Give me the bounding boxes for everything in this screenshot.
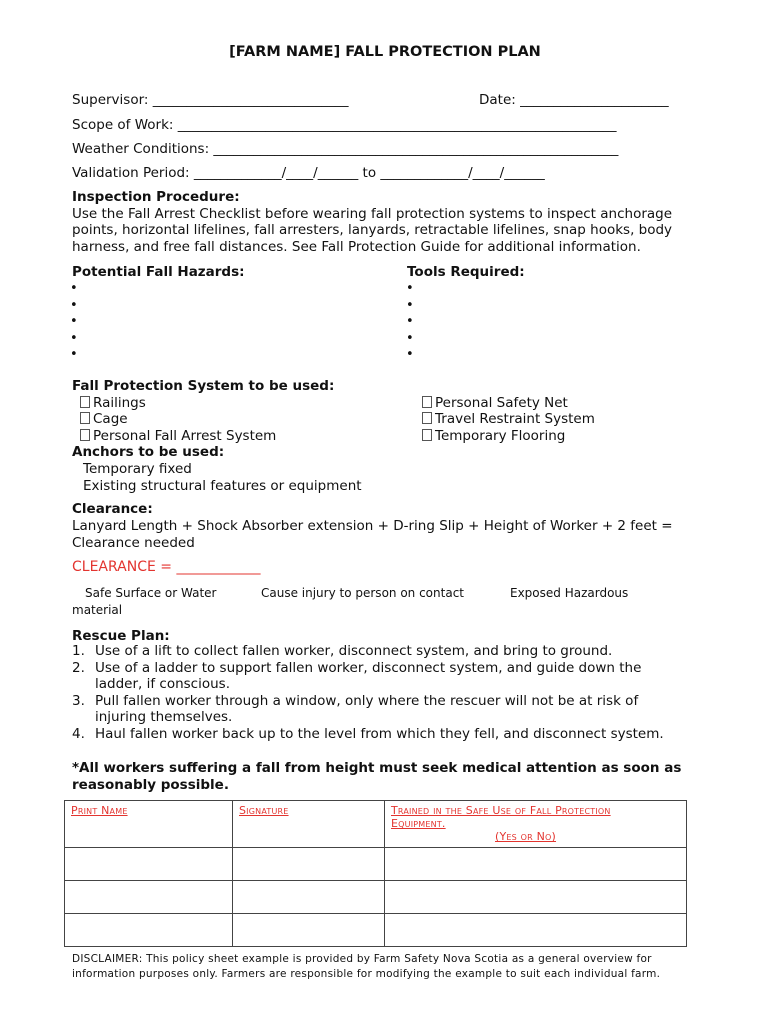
- page-title: [FARM NAME] FALL PROTECTION PLAN: [229, 44, 541, 60]
- option-label: Railings: [93, 395, 146, 411]
- hazard-bullet[interactable]: •: [70, 347, 78, 362]
- inspection-line: harness, and free fall distances. See Fall Protection Guide for additional information.: [72, 238, 641, 255]
- rescue-step: [72, 660, 692, 693]
- disclaimer: [72, 952, 660, 982]
- inspection-line: points, horizontal lifelines, fall arresters, lanyards, retractable lifelines, snap hooks, body: [72, 222, 673, 238]
- print-name-cell[interactable]: [65, 914, 233, 947]
- signature-cell[interactable]: [233, 914, 385, 947]
- hazard-bullet[interactable]: •: [70, 297, 78, 313]
- header-cell: [233, 801, 385, 848]
- column-trained-equipment: Equipment.: [391, 817, 446, 830]
- hazards-heading: Potential Fall Hazards:: [72, 264, 245, 280]
- checkbox-icon[interactable]: [80, 429, 90, 441]
- header-cell: [385, 801, 687, 848]
- hazard-bullet[interactable]: •: [70, 314, 78, 329]
- checkbox-icon[interactable]: [80, 396, 90, 408]
- rescue-steps: [72, 643, 692, 742]
- option-label: Cage: [93, 411, 128, 427]
- step-number: 1.: [72, 643, 85, 659]
- tool-bullet[interactable]: •: [406, 297, 414, 313]
- print-name-cell[interactable]: [65, 848, 233, 881]
- option-personal-safety-net[interactable]: [422, 395, 568, 411]
- warning-line: reasonably possible.: [72, 777, 229, 793]
- checkbox-icon[interactable]: [422, 412, 432, 424]
- tool-bullet[interactable]: •: [406, 347, 414, 362]
- option-cage[interactable]: [80, 411, 128, 427]
- step-text: Use of a lift to collect fallen worker, disconnect system, and bring to ground.: [95, 643, 613, 659]
- clearance-section: [72, 501, 673, 552]
- clearance-line: Clearance needed: [72, 535, 195, 551]
- step-text: Haul fallen worker back up to the level from which they fell, and disconnect system.: [95, 725, 664, 742]
- clearance-line: Lanyard Length + Shock Absorber extension + D-ring Slip + Height of Worker + 2 feet =: [72, 517, 673, 534]
- table-header-row: [65, 801, 687, 848]
- print-name-cell[interactable]: [65, 881, 233, 914]
- disclaimer-line: information purposes only. Farmers are responsible for modifying the example to suit each individual farm.: [72, 968, 661, 980]
- rescue-step: [72, 693, 692, 726]
- step-number: 4.: [72, 725, 85, 742]
- hazards-list: [70, 281, 78, 364]
- supervisor-field[interactable]: Supervisor: _____________________________: [72, 92, 349, 108]
- checkbox-icon[interactable]: [422, 396, 432, 408]
- anchor-option[interactable]: Temporary fixed: [83, 461, 192, 477]
- clearance-formula[interactable]: CLEARANCE = ____________: [72, 559, 261, 575]
- option-label: Personal Fall Arrest System: [93, 428, 277, 444]
- step-number: 2.: [72, 659, 85, 676]
- inspection-heading: Inspection Procedure:: [72, 189, 240, 205]
- rescue-heading: Rescue Plan:: [72, 628, 170, 644]
- tool-bullet[interactable]: •: [406, 330, 414, 346]
- option-travel-restraint[interactable]: [422, 411, 595, 427]
- clearance-option-safe-surface[interactable]: Safe Surface or Water: [85, 586, 217, 600]
- rescue-step: [72, 726, 692, 743]
- clearance-heading: Clearance:: [72, 501, 153, 517]
- hazard-bullet[interactable]: •: [70, 281, 78, 296]
- clearance-option-exposed-hazardous[interactable]: Exposed Hazardous: [510, 586, 629, 600]
- signature-cell[interactable]: [233, 881, 385, 914]
- trained-cell[interactable]: [385, 848, 687, 881]
- tool-bullet[interactable]: •: [406, 281, 414, 296]
- table-row: [65, 914, 687, 947]
- checkbox-icon[interactable]: [422, 429, 432, 441]
- table-row: [65, 881, 687, 914]
- column-print-name: Print Name: [71, 804, 128, 817]
- signature-cell[interactable]: [233, 848, 385, 881]
- validation-period-field[interactable]: Validation Period: _____________/____/______ to _____________/____/______: [72, 165, 545, 181]
- fps-heading: Fall Protection System to be used:: [72, 378, 335, 394]
- option-temporary-flooring[interactable]: [422, 428, 565, 444]
- step-text: ladder, if conscious.: [95, 676, 230, 692]
- medical-warning: [72, 760, 681, 794]
- clearance-option-wrap: material: [72, 603, 123, 617]
- option-railings[interactable]: [80, 395, 146, 411]
- date-field[interactable]: Date: ______________________: [479, 92, 669, 108]
- scope-of-work-field[interactable]: Scope of Work: _________________________________________________________________: [72, 117, 617, 133]
- anchor-option[interactable]: Existing structural features or equipment: [83, 478, 362, 494]
- step-number: 3.: [72, 692, 85, 709]
- inspection-line: Use the Fall Arrest Checklist before wearing fall protection systems to inspect anchorage: [72, 205, 673, 222]
- training-signoff-table: [64, 800, 687, 947]
- option-label: Personal Safety Net: [435, 395, 568, 411]
- hazard-bullet[interactable]: •: [70, 330, 78, 346]
- tools-heading: Tools Required:: [407, 264, 525, 280]
- warning-line: *All workers suffering a fall from height must seek medical attention as soon as: [72, 760, 682, 776]
- disclaimer-line: DISCLAIMER: This policy sheet example is provided by Farm Safety Nova Scotia as a general overview for: [72, 953, 652, 965]
- inspection-section: [72, 189, 672, 255]
- step-text: injuring themselves.: [95, 709, 233, 725]
- trained-cell[interactable]: [385, 881, 687, 914]
- step-text: Pull fallen worker through a window, only where the rescuer will not be at risk of: [95, 692, 639, 709]
- step-text: Use of a ladder to support fallen worker, disconnect system, and guide down the: [95, 659, 642, 676]
- weather-conditions-field[interactable]: Weather Conditions: ____________________________________________________________: [72, 141, 619, 157]
- column-trained: Trained in the Safe Use of Fall Protection: [391, 804, 611, 817]
- column-signature: Signature: [239, 804, 289, 817]
- tool-bullet[interactable]: •: [406, 314, 414, 329]
- option-label: Temporary Flooring: [435, 428, 566, 444]
- header-cell: [65, 801, 233, 848]
- option-personal-fall-arrest[interactable]: [80, 428, 276, 444]
- rescue-step: [72, 643, 692, 660]
- table-row: [65, 848, 687, 881]
- tools-list: [406, 281, 414, 364]
- clearance-option-cause-injury[interactable]: Cause injury to person on contact: [261, 586, 464, 600]
- option-label: Travel Restraint System: [435, 411, 595, 427]
- checkbox-icon[interactable]: [80, 412, 90, 424]
- anchors-heading: Anchors to be used:: [72, 444, 225, 460]
- column-yes-no: (Yes or No): [495, 830, 557, 843]
- trained-cell[interactable]: [385, 914, 687, 947]
